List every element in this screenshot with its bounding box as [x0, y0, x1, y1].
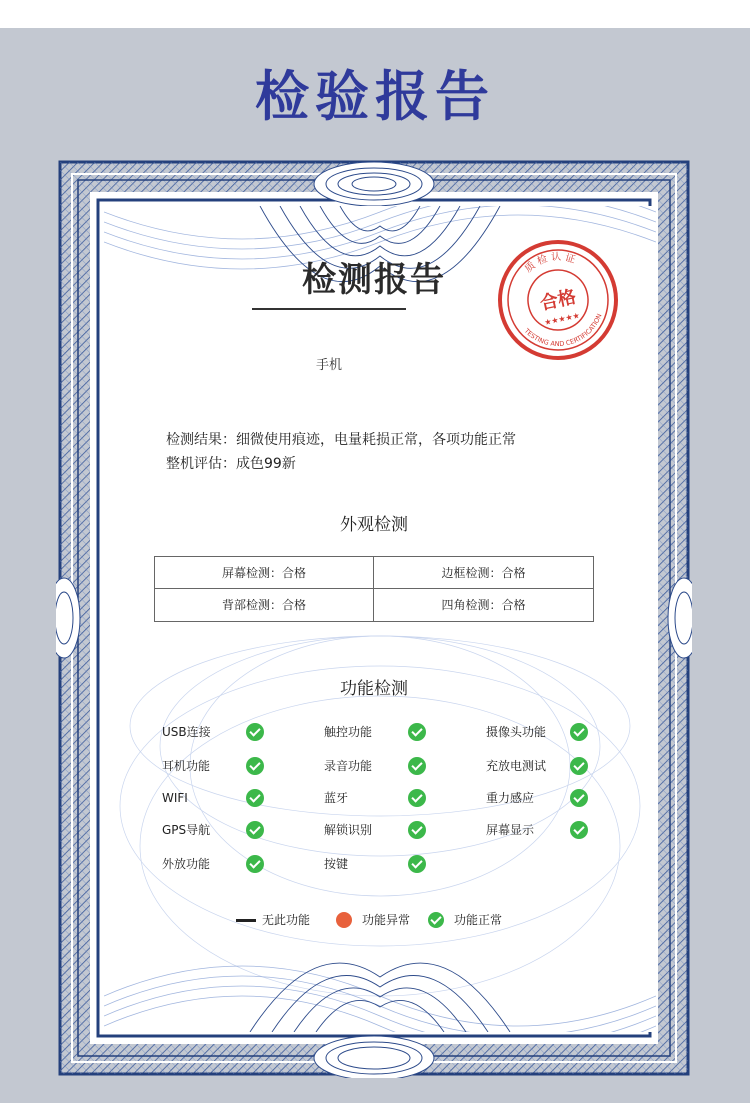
table-cell: 背部检测：合格 [155, 589, 374, 621]
red-dot-icon [336, 912, 352, 928]
function-label: 外放功能 [162, 857, 211, 871]
function-label: WIFI [162, 791, 188, 805]
page-heading: 检验报告 [255, 65, 495, 128]
stamp-center-text: 合格 [538, 286, 578, 315]
table-row [155, 589, 593, 621]
function-label: GPS导航 [162, 823, 211, 837]
check-circle-icon [408, 821, 426, 839]
summary [166, 428, 516, 476]
table-cell: 边框检测：合格 [441, 566, 526, 580]
title-underline [252, 308, 406, 310]
appearance-table [154, 556, 594, 622]
function-label: 按键 [324, 857, 349, 871]
check-circle-icon [246, 855, 264, 873]
function-label: 耳机功能 [162, 759, 211, 773]
check-circle-icon [246, 821, 264, 839]
function-label: 充放电测试 [486, 759, 547, 773]
function-label: USB连接 [162, 725, 211, 739]
stamp-top-text: 质 检 认 证 [523, 251, 577, 276]
summary-grade: 整机评估：成色99新 [166, 456, 296, 472]
check-circle-icon [246, 723, 264, 741]
table-row [155, 557, 593, 589]
stamp-bottom-text: TESTING AND CERTIFICATION [522, 312, 604, 349]
appearance-title: 外观检测 [340, 515, 408, 535]
function-label: 屏幕显示 [486, 823, 535, 837]
check-circle-icon [408, 855, 426, 873]
check-circle-icon [408, 723, 426, 741]
stamp-stars: ★★★★★ [543, 310, 581, 328]
check-circle-icon [570, 757, 588, 775]
function-label: 录音功能 [324, 759, 373, 773]
check-circle-icon [570, 723, 588, 741]
table-cell: 屏幕检测：合格 [155, 557, 374, 589]
function-label: 解锁识别 [324, 823, 373, 837]
function-label: 触控功能 [324, 725, 373, 739]
top-strip [0, 0, 750, 28]
check-circle-icon [428, 912, 444, 928]
summary-result: 检测结果：细微使用痕迹，电量耗损正常，各项功能正常 [166, 432, 516, 448]
report-subtitle: 手机 [315, 358, 342, 373]
function-label: 蓝牙 [324, 791, 349, 805]
check-circle-icon [408, 789, 426, 807]
qualified-stamp [484, 226, 631, 373]
dash-icon [236, 919, 256, 922]
report-title: 检测报告 [302, 260, 446, 300]
function-label: 重力感应 [486, 791, 535, 805]
table-cell: 四角检测：合格 [441, 598, 526, 612]
check-circle-icon [570, 789, 588, 807]
check-circle-icon [570, 821, 588, 839]
check-circle-icon [246, 789, 264, 807]
function-label: 摄像头功能 [486, 725, 547, 739]
check-circle-icon [246, 757, 264, 775]
legend: 无此功能 功能异常 功能正常 [236, 910, 576, 930]
function-title: 功能检测 [340, 679, 408, 699]
certificate [56, 158, 692, 1078]
check-circle-icon [408, 757, 426, 775]
